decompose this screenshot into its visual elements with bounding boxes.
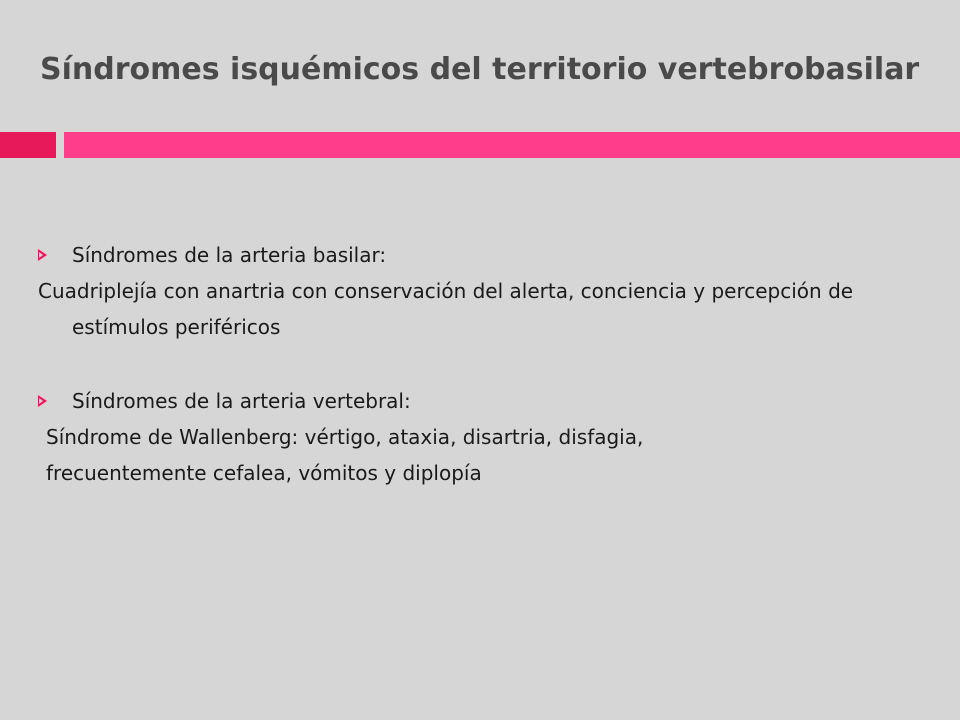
bullet-heading-vertebral: Síndromes de la arteria vertebral:	[72, 389, 411, 413]
body-text-vertebral-line2: frecuentemente cefalea, vómitos y diplopía	[46, 461, 482, 485]
slide-content	[0, 237, 960, 491]
spacer	[0, 345, 960, 383]
body-text-basilar: Cuadriplejía con anartria con conservación del alerta, conciencia y percepción de estímulos periféricos	[38, 279, 854, 339]
bullet-item-vertebral	[0, 383, 960, 419]
body-text-vertebral-line1: Síndrome de Wallenberg: vértigo, ataxia, disartria, disfagia,	[46, 425, 644, 449]
bullet-heading-basilar: Síndromes de la arteria basilar:	[72, 243, 387, 267]
arrow-bullet-icon	[38, 395, 47, 407]
accent-bar-small	[0, 132, 56, 158]
slide-title: Síndromes isquémicos del territorio vertebrobasilar	[40, 52, 920, 87]
bullet-item-basilar	[0, 237, 960, 273]
accent-bar-large	[64, 132, 960, 158]
arrow-bullet-icon	[38, 249, 47, 261]
